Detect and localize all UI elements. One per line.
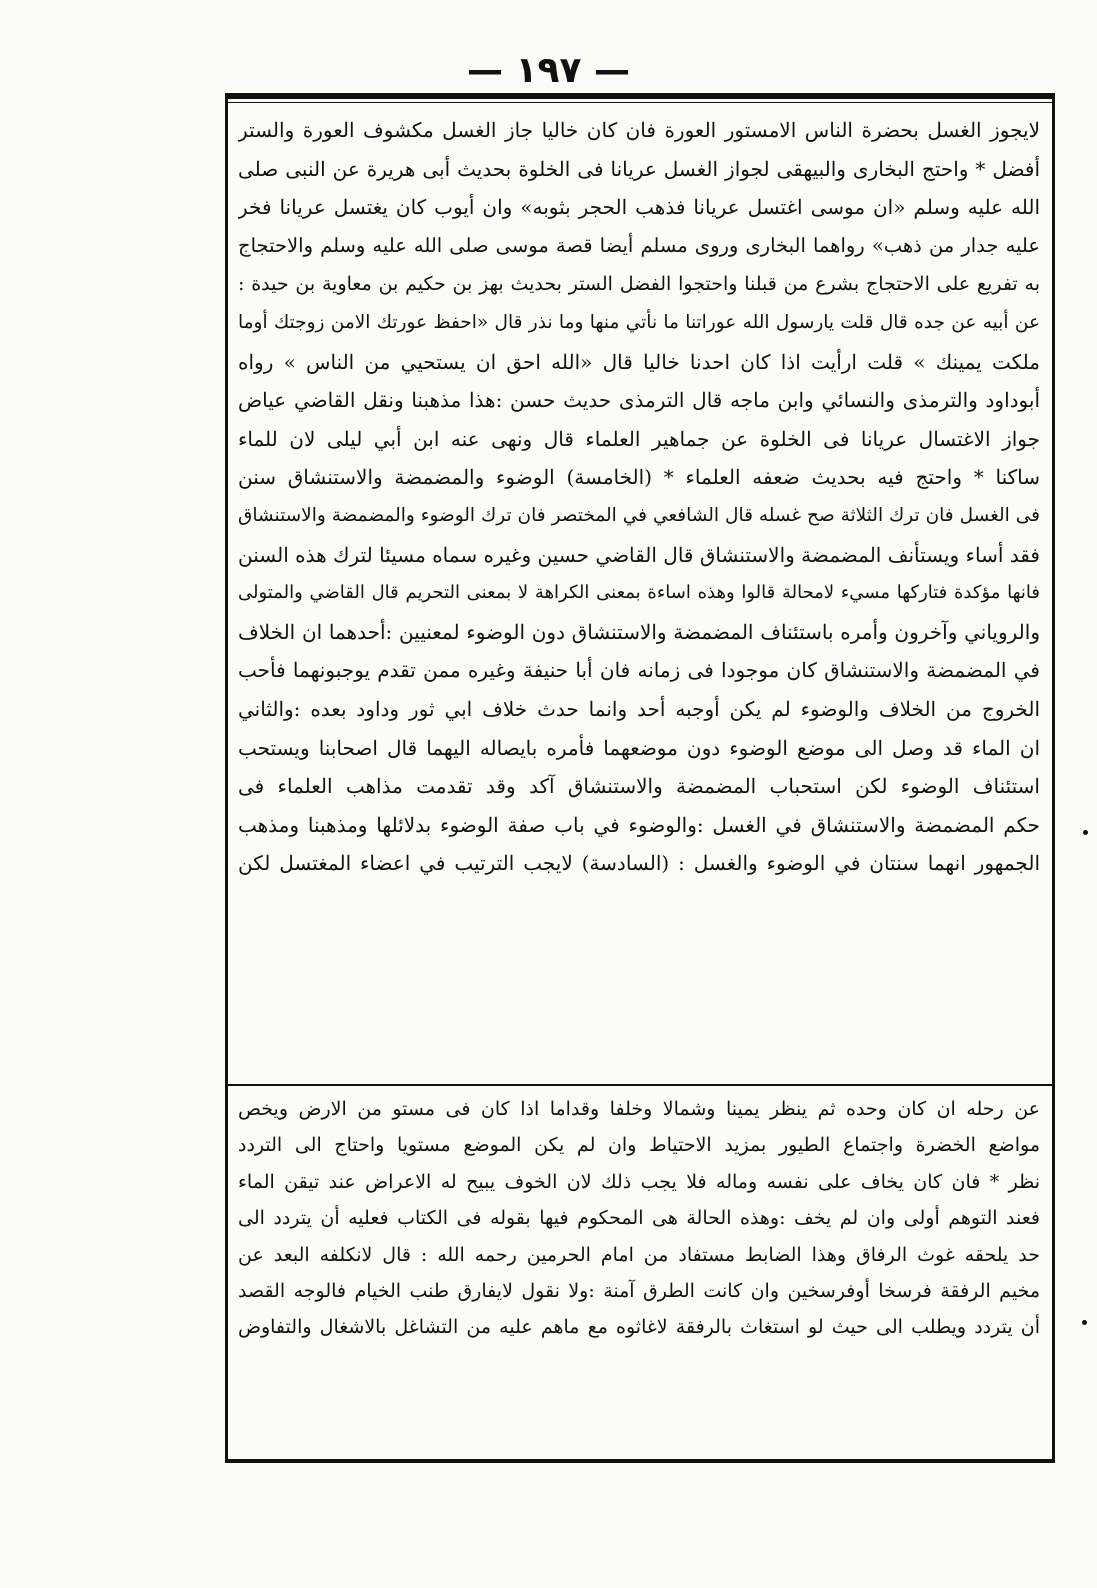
main-line: ساكنا * واحتج فيه بحديث ضعفه العلماء * (الخامسة) الوضوء والمضمضة والاستنشاق سنن [238,465,1040,490]
footnote-line: مواضع الخضرة واجتماع الطيور بمزيد الاحتياط وان لم يكن الموضع مستويا واحتاج الى التردد [238,1134,1040,1157]
main-line: لايجوز الغسل بحضرة الناس الامستور العورة فان كان خاليا جاز الغسل مكشوف العورة والستر [238,118,1040,142]
footnote-divider [228,1084,1052,1086]
margin-dot [1083,830,1088,835]
main-line: أفضل * واحتج البخارى والبيهقى لجواز الغسل عريانا فى الخلوة بحديث أبى هريرة عن النبى صلى [238,156,1040,181]
main-line: عن أبيه عن جده قال قلت يارسول الله عوراتنا ما نأتي منها وما نذر قال «احفظ عورتك الامن زوجتك أوما [238,311,1040,333]
main-line: جواز الاغتسال عريانا فى الخلوة عن جماهير العلماء قال ونهى عنه ابن أبي ليلى لان للماء [238,426,1040,451]
main-line: استئناف الوضوء لكن استحباب المضمضة والاستنشاق آكد وقد تقدمت مذاهب العلماء فى [238,774,1040,799]
footnote-line: مخيم الرفقة فرسخا أوفرسخين وان كانت الطرق آمنة :ولا نقول لايفارق طنب الخيام فالوجه القصد [238,1279,1040,1302]
footnote-text [238,1091,1040,1346]
main-line: فانها مؤكدة فتاركها مسيء لامحالة قالوا وهذه اساءة بمعنى الكراهة لا بمعنى التحريم قال القاضي والمتولى [238,582,1040,604]
main-line: الله عليه وسلم «ان موسى اغتسل عريانا فذهب الحجر بثوبه» وان أيوب كان يغتسل عريانا فخر [238,195,1040,220]
main-line: الجمهور انهما سنتان في الوضوء والغسل : (السادسة) لايجب الترتيب في اعضاء المغتسل لكن [238,851,1040,876]
margin-dot [1082,1320,1087,1325]
main-line: عليه جدار من ذهب» رواهما البخارى وروى مسلم أيضا قصة موسى صلى الله عليه وسلم والاحتجاج [238,233,1040,257]
main-line: حكم المضمضة والاستنشاق في الغسل :والوضوء في باب صفة الوضوء بدلائلها ومذهبنا ومذهب [238,812,1040,837]
main-line: الخروج من الخلاف والوضوء لم يكن أوجبه أحد وانما حدث خلاف ابي ثور وداود بعده :والثاني [238,696,1040,721]
footnote-line: نظر * فان كان يخاف على نفسه وماله فلا يجب ذلك لان الخوف يبيح له الاعراض عند تيقن الماء [238,1170,1040,1193]
main-line: في المضمضة والاستنشاق كان موجودا فى زمانه فان أبا حنيفة وغيره ممن تقدم يوجبونهما فأحب [238,658,1040,683]
main-line: فقد أساء ويستأنف المضمضة والاستنشاق قال القاضي حسين وغيره سماه مسيئا لترك هذه السنن [238,542,1040,567]
page-number: — ١٩٧ — [466,50,630,91]
main-line: ملكت يمينك » قلت ارأيت اذا كان احدنا خاليا قال «الله احق ان يستحيي من الناس » رواه [238,349,1040,374]
main-line: والروياني وآخرون وأمره باستئناف المضمضة والاستنشاق دون الوضوء لمعنيين :أحدهما ان الخلاف [238,619,1040,644]
main-line: أبوداود والترمذى والنسائي وابن ماجه قال الترمذى حديث حسن :هذا مذهبنا ونقل القاضي عياض [238,388,1040,413]
main-text [238,111,1040,883]
footnote-line: أن يتردد ويطلب الى حيث لو استغاث بالرفقة لاغاثوه مع ماهم عليه من التشاغل بالاشغال والتفاوض [238,1316,1040,1339]
footnote-line: حد يلحقه غوث الرفاق وهذا الضابط مستفاد من امام الحرمين رحمه الله : قال لانكلفه البعد عن [238,1243,1040,1266]
text-frame [225,93,1055,1463]
main-line: فى الغسل فان ترك الثلاثة صح غسله قال الشافعي في المختصر فان ترك الوضوء والمضمضة والاستنشاق [238,504,1040,526]
main-line: به تفريع على الاحتجاج بشرع من قبلنا واحتجوا الفضل الستر بحديث بهز بن حكيم بن معاوية بن حيدة : [238,273,1040,296]
footnote-line: فعند التوهم أولى وان لم يخف :وهذه الحالة هى المحكوم فيها بقوله فى الكتاب فعليه أن يتردد الى [238,1207,1040,1230]
footnote-line: عن رحله ان كان وحده ثم ينظر يمينا وشمالا وخلفا وقداما اذا كان فى مستو من الارض ويخص [238,1098,1040,1120]
main-line: ان الماء قد وصل الى موضع الوضوء دون موضعهما فأمره بايصاله اليهما قال اصحابنا ويستحب [238,735,1040,760]
